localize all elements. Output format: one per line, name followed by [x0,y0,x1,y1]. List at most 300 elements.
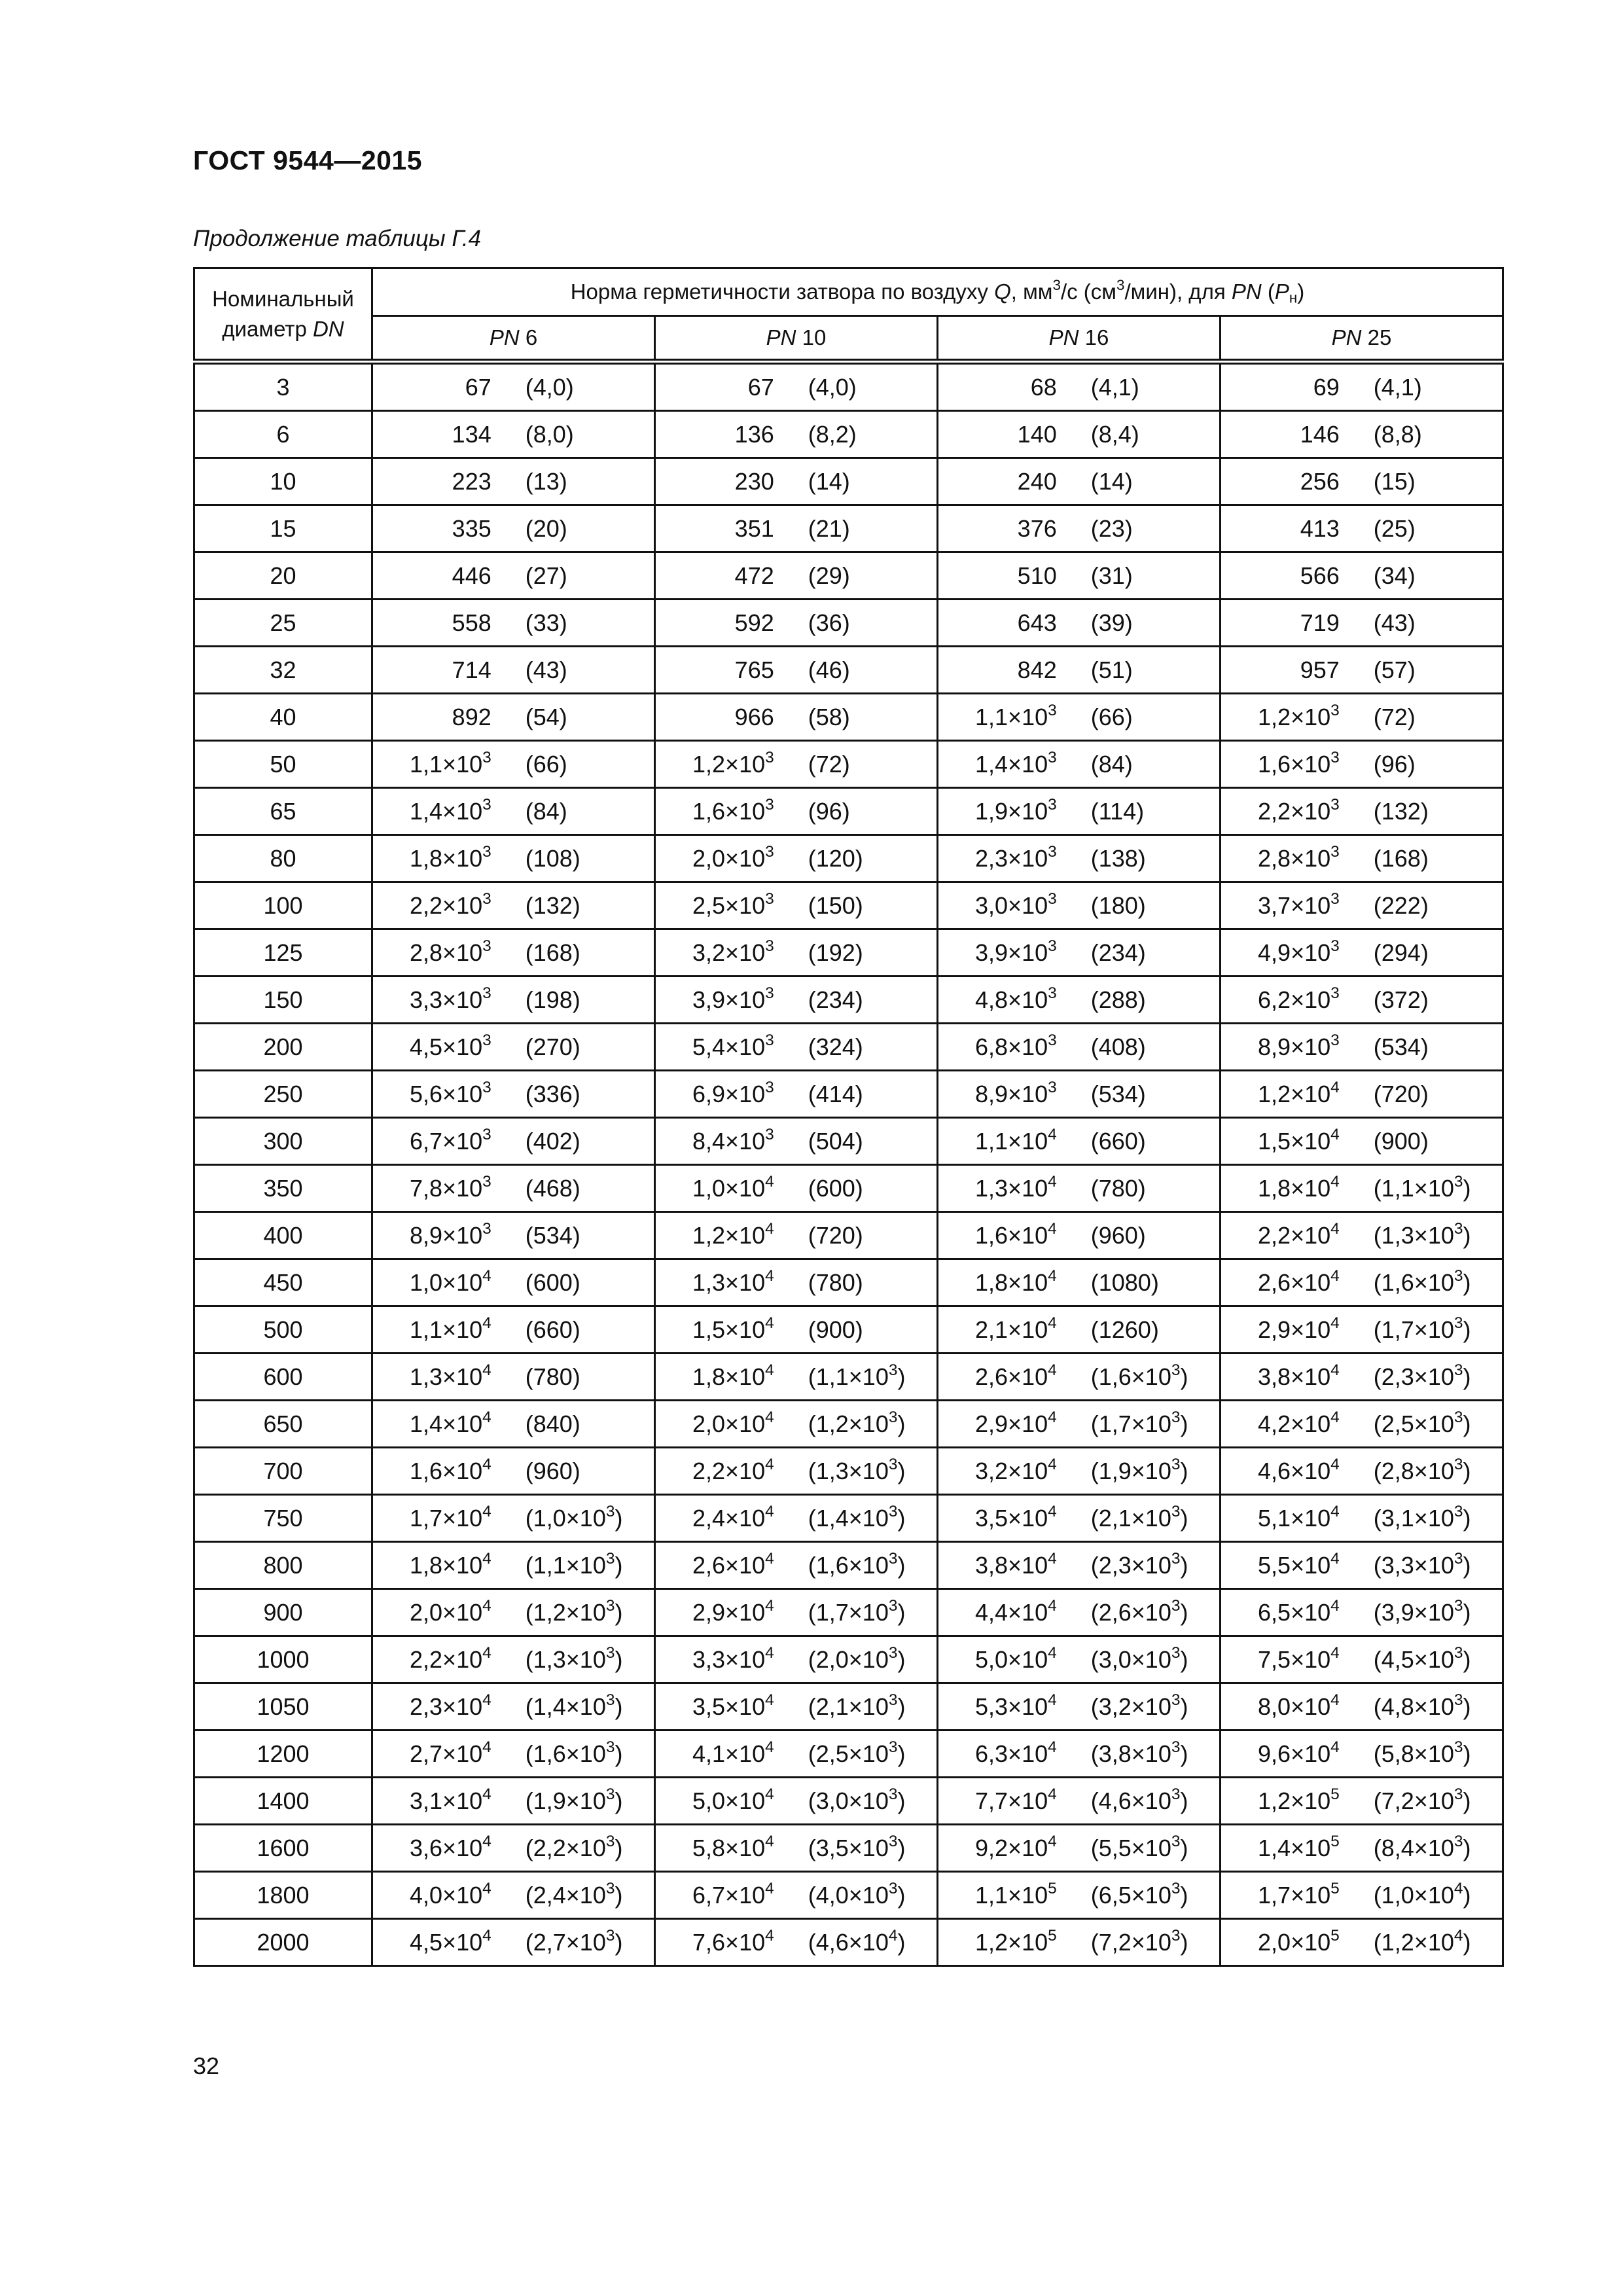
pn-column-header [372,316,655,362]
rate-paren-value: (13) [525,467,567,495]
table-row [194,411,1503,458]
rate-mantissa: 7,7×10 [975,1787,1048,1814]
rate-paren-close: ) [615,1551,623,1579]
leak-rate-cell [938,1118,1221,1165]
leak-rate-cell [372,1165,655,1212]
rate-mm3-per-s [1221,1172,1345,1202]
rate-mm3-per-s [1221,986,1345,1014]
rate-exponent: 3 [765,795,774,814]
rate-paren-close: ) [615,1645,623,1673]
rate-paren-close: ) [897,1504,906,1532]
leak-rate-cell [938,1731,1221,1778]
dn-cell: 32 [194,647,372,694]
rate-mantissa: 1,2×10 [1258,1787,1331,1814]
leak-rate-cell [372,1071,655,1118]
rate-mantissa: 2,2×10 [692,1457,766,1484]
rate-paren-value: (222) [1373,891,1429,919]
rate-mantissa: 1,4×10 [975,750,1048,778]
dn-cell: 3 [194,362,372,411]
table-row [194,929,1503,977]
rate-paren-close: ) [1180,1645,1188,1673]
rate-mantissa: 140 [1017,420,1057,448]
table-row [194,1259,1503,1306]
rate-cm3-per-min [1062,751,1219,778]
dn-cell: 500 [194,1306,372,1354]
leak-rate-cell [655,1636,938,1683]
rate-exponent: 3 [482,889,491,908]
dn-cell: 10 [194,458,372,505]
rate-paren-value: (8,8) [1373,420,1422,448]
rate-exponent: 4 [1330,1078,1340,1096]
rate-mantissa: 4,1×10 [692,1740,766,1767]
rate-paren-exponent: 3 [605,1549,615,1568]
rate-mm3-per-s [656,1219,779,1249]
rate-cm3-per-min [497,562,654,590]
rate-paren-exponent: 3 [1171,1408,1181,1426]
rate-mantissa: 6,7×10 [692,1881,766,1909]
rate-paren-value: (1,2×10 [1373,1928,1454,1956]
rate-mm3-per-s [373,609,497,637]
rate-cm3-per-min [1062,986,1219,1014]
leak-rate-cell [372,1259,655,1306]
rate-exponent: 3 [1330,842,1340,861]
rate-paren-exponent: 3 [888,1643,898,1662]
rate-exponent: 4 [1048,1361,1057,1379]
rate-mantissa: 240 [1017,467,1057,495]
rate-mm3-per-s [656,1832,779,1862]
rate-paren-value: (324) [808,1033,863,1060]
rate-mm3-per-s [938,1693,1062,1721]
rate-paren-exponent: 3 [1171,1691,1181,1709]
table-row [194,1919,1503,1966]
rate-mm3-per-s [373,889,497,920]
rate-exponent: 4 [482,1926,491,1945]
rate-paren-close: ) [897,1551,906,1579]
rate-cm3-per-min [779,1269,936,1297]
leak-rate-cell [1221,411,1503,458]
rate-paren-value: (29) [808,562,850,589]
leak-rate-cell [1221,600,1503,647]
rate-paren-value: (2,3×10 [1373,1363,1454,1390]
rate-mm3-per-s [1221,889,1345,920]
rate-exponent: 4 [482,1596,491,1615]
leak-rate-cell [1221,1306,1503,1354]
dn-column-header [194,268,372,362]
rate-mm3-per-s [373,1926,497,1956]
rate-paren-value: (2,7×10 [525,1928,606,1956]
rate-cm3-per-min [1062,1455,1219,1485]
rate-mm3-per-s [1221,1502,1345,1532]
rate-mantissa: 1,2×10 [1258,703,1331,730]
rate-mm3-per-s [938,1502,1062,1532]
leak-rate-cell [372,1636,655,1683]
rate-paren-value: (3,5×10 [808,1834,889,1861]
rate-mantissa: 3,5×10 [692,1693,766,1720]
leak-rate-cell [938,835,1221,882]
rate-paren-close: ) [897,1834,906,1861]
leak-rate-cell [372,835,655,882]
rate-mm3-per-s [1221,1363,1345,1391]
rate-cm3-per-min [779,892,936,920]
rate-mm3-per-s [373,1502,497,1532]
rate-mm3-per-s [656,986,779,1014]
rate-paren-value: (1,3×10 [1373,1221,1454,1249]
leak-rate-cell [372,1872,655,1919]
rate-paren-value: (1,3×10 [525,1645,606,1673]
leak-rate-cell [655,1165,938,1212]
rate-cm3-per-min [1345,421,1502,448]
rate-paren-exponent: 3 [1454,1738,1463,1756]
rate-paren-value: (84) [525,797,567,825]
rate-mantissa: 1,1×10 [410,750,483,778]
rate-mantissa: 1,2×10 [692,750,766,778]
leak-rate-cell [1221,977,1503,1024]
rate-mm3-per-s [656,1172,779,1202]
rate-mantissa: 2,6×10 [975,1363,1048,1390]
rate-mantissa: 146 [1300,420,1340,448]
rate-exponent: 4 [765,1266,774,1285]
rate-mantissa: 2,5×10 [692,891,766,919]
rate-mm3-per-s [1221,939,1345,967]
rate-cm3-per-min [497,1081,654,1108]
dn-cell: 1800 [194,1872,372,1919]
rate-paren-close: ) [1463,1363,1471,1390]
rate-mm3-per-s [938,701,1062,731]
rate-paren-value: (138) [1090,844,1146,872]
rate-paren-value: (780) [808,1268,863,1296]
leak-rate-cell [372,362,655,411]
rate-mantissa: 2,4×10 [692,1504,766,1532]
rate-mantissa: 3,2×10 [692,939,766,966]
rate-paren-value: (7,2×10 [1373,1787,1454,1814]
rate-paren-close: ) [615,1787,623,1814]
rate-exponent: 3 [482,795,491,814]
rate-mantissa: 3,0×10 [975,891,1048,919]
rate-paren-close: ) [897,1410,906,1437]
rate-paren-value: (43) [1373,609,1416,636]
rate-paren-value: (1260) [1090,1316,1159,1343]
pn-column-header [938,316,1221,362]
rate-paren-value: (66) [1090,703,1133,730]
rate-exponent: 3 [765,1125,774,1143]
rate-mantissa: 1,6×10 [692,797,766,825]
rate-mm3-per-s [373,795,497,825]
rate-mantissa: 5,0×10 [692,1787,766,1814]
rate-exponent: 3 [1330,748,1340,766]
leak-rate-cell [655,1354,938,1401]
rate-exponent: 3 [482,984,491,1002]
rate-exponent: 4 [482,1785,491,1803]
rate-exponent: 4 [482,1314,491,1332]
table-row [194,1636,1503,1683]
rate-mantissa: 1,6×10 [975,1221,1048,1249]
rate-cm3-per-min [497,1549,654,1579]
rate-paren-close: ) [1463,1928,1471,1956]
rate-mantissa: 69 [1313,373,1340,401]
rate-mm3-per-s [938,562,1062,590]
rate-exponent: 3 [765,889,774,908]
rate-paren-value: (2,4×10 [525,1881,606,1909]
rate-paren-exponent: 3 [1171,1643,1181,1662]
rate-exponent: 4 [1048,1172,1057,1191]
rate-mantissa: 472 [734,562,774,589]
dn-cell: 900 [194,1589,372,1636]
rate-mm3-per-s [938,795,1062,825]
rate-mm3-per-s [373,1879,497,1909]
rate-exponent: 4 [482,1549,491,1568]
rate-mm3-per-s [938,656,1062,684]
rate-exponent: 3 [1048,1031,1057,1049]
rate-cm3-per-min [497,704,654,731]
rate-mm3-per-s [1221,1078,1345,1108]
rate-mantissa: 7,8×10 [410,1174,483,1202]
rate-exponent: 4 [765,1314,774,1332]
rate-paren-value: (8,4) [1090,420,1139,448]
rate-paren-value: (72) [808,750,850,778]
rate-cm3-per-min [1345,1033,1502,1061]
rate-mm3-per-s [938,1172,1062,1202]
rate-paren-exponent: 3 [605,1502,615,1520]
leak-rate-cell [1221,1448,1503,1495]
rate-paren-exponent: 3 [1171,1879,1181,1897]
rate-cm3-per-min [779,1175,936,1202]
leak-rate-cell [655,411,938,458]
rate-paren-value: (8,4×10 [1373,1834,1454,1861]
rate-paren-exponent: 3 [1171,1596,1181,1615]
rate-mantissa: 5,5×10 [1258,1551,1331,1579]
rate-mm3-per-s [656,1410,779,1438]
rate-exponent: 4 [1048,1408,1057,1426]
rate-paren-close: ) [1180,1504,1188,1532]
rate-cm3-per-min [779,1222,936,1249]
rate-mm3-per-s [1221,701,1345,731]
rate-mantissa: 446 [452,562,491,589]
rate-mm3-per-s [656,421,779,448]
rate-mantissa: 223 [452,467,491,495]
rate-mm3-per-s [656,704,779,731]
rate-paren-close: ) [897,1363,906,1390]
table-row [194,1542,1503,1589]
rate-paren-close: ) [1180,1881,1188,1909]
rate-paren-value: (2,1×10 [808,1693,889,1720]
rate-paren-value: (96) [1373,750,1416,778]
rate-cm3-per-min [1062,562,1219,590]
rate-paren-value: (5,8×10 [1373,1740,1454,1767]
leak-rate-cell [938,552,1221,600]
rate-paren-value: (294) [1373,939,1429,966]
pn-column-header [1221,316,1503,362]
dn-cell: 800 [194,1542,372,1589]
rate-paren-close: ) [615,1504,623,1532]
rate-mm3-per-s [656,889,779,920]
rate-mantissa: 1,2×10 [692,1221,766,1249]
rate-cm3-per-min [1062,374,1219,401]
rate-exponent: 5 [1048,1926,1057,1945]
rate-paren-exponent: 3 [1454,1361,1463,1379]
rate-paren-value: (600) [808,1174,863,1202]
table-row [194,1731,1503,1778]
rate-paren-exponent: 3 [1171,1361,1181,1379]
rate-paren-exponent: 3 [888,1502,898,1520]
dn-header-line2: диаметр [222,316,313,341]
rate-cm3-per-min [497,1175,654,1202]
rate-mantissa: 4,5×10 [410,1928,483,1956]
rate-paren-value: (96) [808,797,850,825]
rate-exponent: 5 [1330,1879,1340,1897]
rate-mm3-per-s [1221,562,1345,590]
rate-paren-exponent: 3 [888,1455,898,1473]
rate-paren-value: (1,3×10 [808,1457,889,1484]
rate-cm3-per-min [1062,1787,1219,1815]
rate-cm3-per-min [497,421,654,448]
rate-exponent: 4 [482,1502,491,1520]
rate-paren-value: (84) [1090,750,1133,778]
table-body [194,362,1503,1966]
rate-mantissa: 892 [452,703,491,730]
rate-cm3-per-min [779,1596,936,1626]
rate-paren-value: (1,0×10 [525,1504,606,1532]
dn-cell: 125 [194,929,372,977]
dn-cell: 600 [194,1354,372,1401]
rate-mm3-per-s [1221,656,1345,684]
rate-exponent: 4 [482,1879,491,1897]
dn-cell: 65 [194,788,372,835]
rate-cm3-per-min [1345,1316,1502,1344]
rate-paren-value: (600) [525,1268,580,1296]
pn-value: 16 [1079,325,1109,350]
rate-cm3-per-min [779,421,936,448]
leak-rate-cell [655,1071,938,1118]
rate-paren-value: (4,0×10 [808,1881,889,1909]
rate-exponent: 4 [482,1266,491,1285]
rate-paren-close: ) [1463,1174,1471,1202]
leak-rate-cell [655,1495,938,1542]
table-row [194,362,1503,411]
rate-cm3-per-min [497,751,654,778]
rate-mm3-per-s [1221,374,1345,401]
dn-cell: 300 [194,1118,372,1165]
rate-paren-value: (1080) [1090,1268,1159,1296]
rate-paren-exponent: 3 [605,1926,615,1945]
rate-exponent: 4 [1330,1408,1340,1426]
rate-mm3-per-s [373,468,497,495]
rate-mm3-per-s [373,562,497,590]
rate-exponent: 4 [482,1691,491,1709]
rate-exponent: 4 [1330,1691,1340,1709]
rate-mantissa: 1,5×10 [1258,1127,1331,1155]
rate-mantissa: 1,9×10 [975,797,1048,825]
rate-mantissa: 1,6×10 [1258,750,1331,778]
rate-cm3-per-min [779,1549,936,1579]
leak-rate-cell [372,1212,655,1259]
rate-mm3-per-s [656,1502,779,1532]
rate-mantissa: 1,1×10 [410,1316,483,1343]
rate-mantissa: 1,8×10 [410,1551,483,1579]
rate-cm3-per-min [497,1033,654,1061]
rate-cm3-per-min [779,1455,936,1485]
rate-cm3-per-min [497,1128,654,1155]
rate-mm3-per-s [938,1219,1062,1249]
rate-cm3-per-min [779,845,936,872]
rate-mm3-per-s [938,374,1062,401]
table-row [194,1872,1503,1919]
rate-exponent: 4 [1048,1691,1057,1709]
rate-mantissa: 8,9×10 [975,1080,1048,1107]
leak-rate-cell [938,741,1221,788]
rate-cm3-per-min [1345,704,1502,731]
rate-mm3-per-s [938,1410,1062,1438]
leak-rate-cell [372,929,655,977]
rate-paren-value: (1,9×10 [525,1787,606,1814]
table-row [194,1589,1503,1636]
rate-mm3-per-s [938,609,1062,637]
rate-exponent: 5 [1048,1879,1057,1897]
rate-mm3-per-s [1221,1787,1345,1815]
rate-mm3-per-s [1221,1596,1345,1626]
rate-paren-close: ) [897,1740,906,1767]
rate-paren-exponent: 3 [1171,1926,1181,1945]
rate-mantissa: 9,6×10 [1258,1740,1331,1767]
leak-rate-cell [372,1542,655,1589]
rate-paren-value: (468) [525,1174,580,1202]
rate-paren-exponent: 3 [1171,1549,1181,1568]
rate-cm3-per-min [497,1363,654,1391]
rate-cm3-per-min [497,798,654,825]
rate-paren-exponent: 3 [1454,1785,1463,1803]
rate-mm3-per-s [373,1033,497,1061]
rate-paren-exponent: 3 [1454,1219,1463,1238]
table-row [194,600,1503,647]
rate-cm3-per-min [1345,1879,1502,1909]
rate-cm3-per-min [1062,845,1219,872]
rate-paren-close: ) [897,1881,906,1909]
rate-paren-value: (198) [525,986,580,1013]
leak-rate-cell [655,694,938,741]
leak-rate-cell [372,1778,655,1825]
rate-mm3-per-s [656,1740,779,1768]
rate-mm3-per-s [656,1596,779,1626]
table-row [194,882,1503,929]
leak-rate-cell [655,1589,938,1636]
rate-paren-value: (402) [525,1127,580,1155]
leak-rate-cell [655,1872,938,1919]
leak-rate-cell [655,647,938,694]
table-row [194,1306,1503,1354]
rate-exponent: 4 [482,1408,491,1426]
rate-paren-value: (3,1×10 [1373,1504,1454,1532]
rate-paren-exponent: 3 [605,1691,615,1709]
rate-exponent: 3 [482,1172,491,1191]
rate-mantissa: 6,5×10 [1258,1598,1331,1626]
leak-rate-cell [1221,882,1503,929]
rate-cm3-per-min [497,939,654,967]
table-row [194,1825,1503,1872]
rate-exponent: 3 [1048,795,1057,814]
leak-rate-cell [938,1872,1221,1919]
rate-mm3-per-s [656,795,779,825]
rate-exponent: 4 [1330,1266,1340,1285]
rate-paren-exponent: 3 [605,1879,615,1897]
rate-cm3-per-min [1345,1549,1502,1579]
leak-rate-cell [372,1495,655,1542]
leak-rate-cell [938,647,1221,694]
rate-mantissa: 566 [1300,562,1340,589]
rate-cm3-per-min [779,1926,936,1956]
rate-exponent: 3 [1330,984,1340,1002]
rate-mm3-per-s [656,656,779,684]
rate-paren-value: (1,4×10 [525,1693,606,1720]
rate-mm3-per-s [938,1787,1062,1815]
